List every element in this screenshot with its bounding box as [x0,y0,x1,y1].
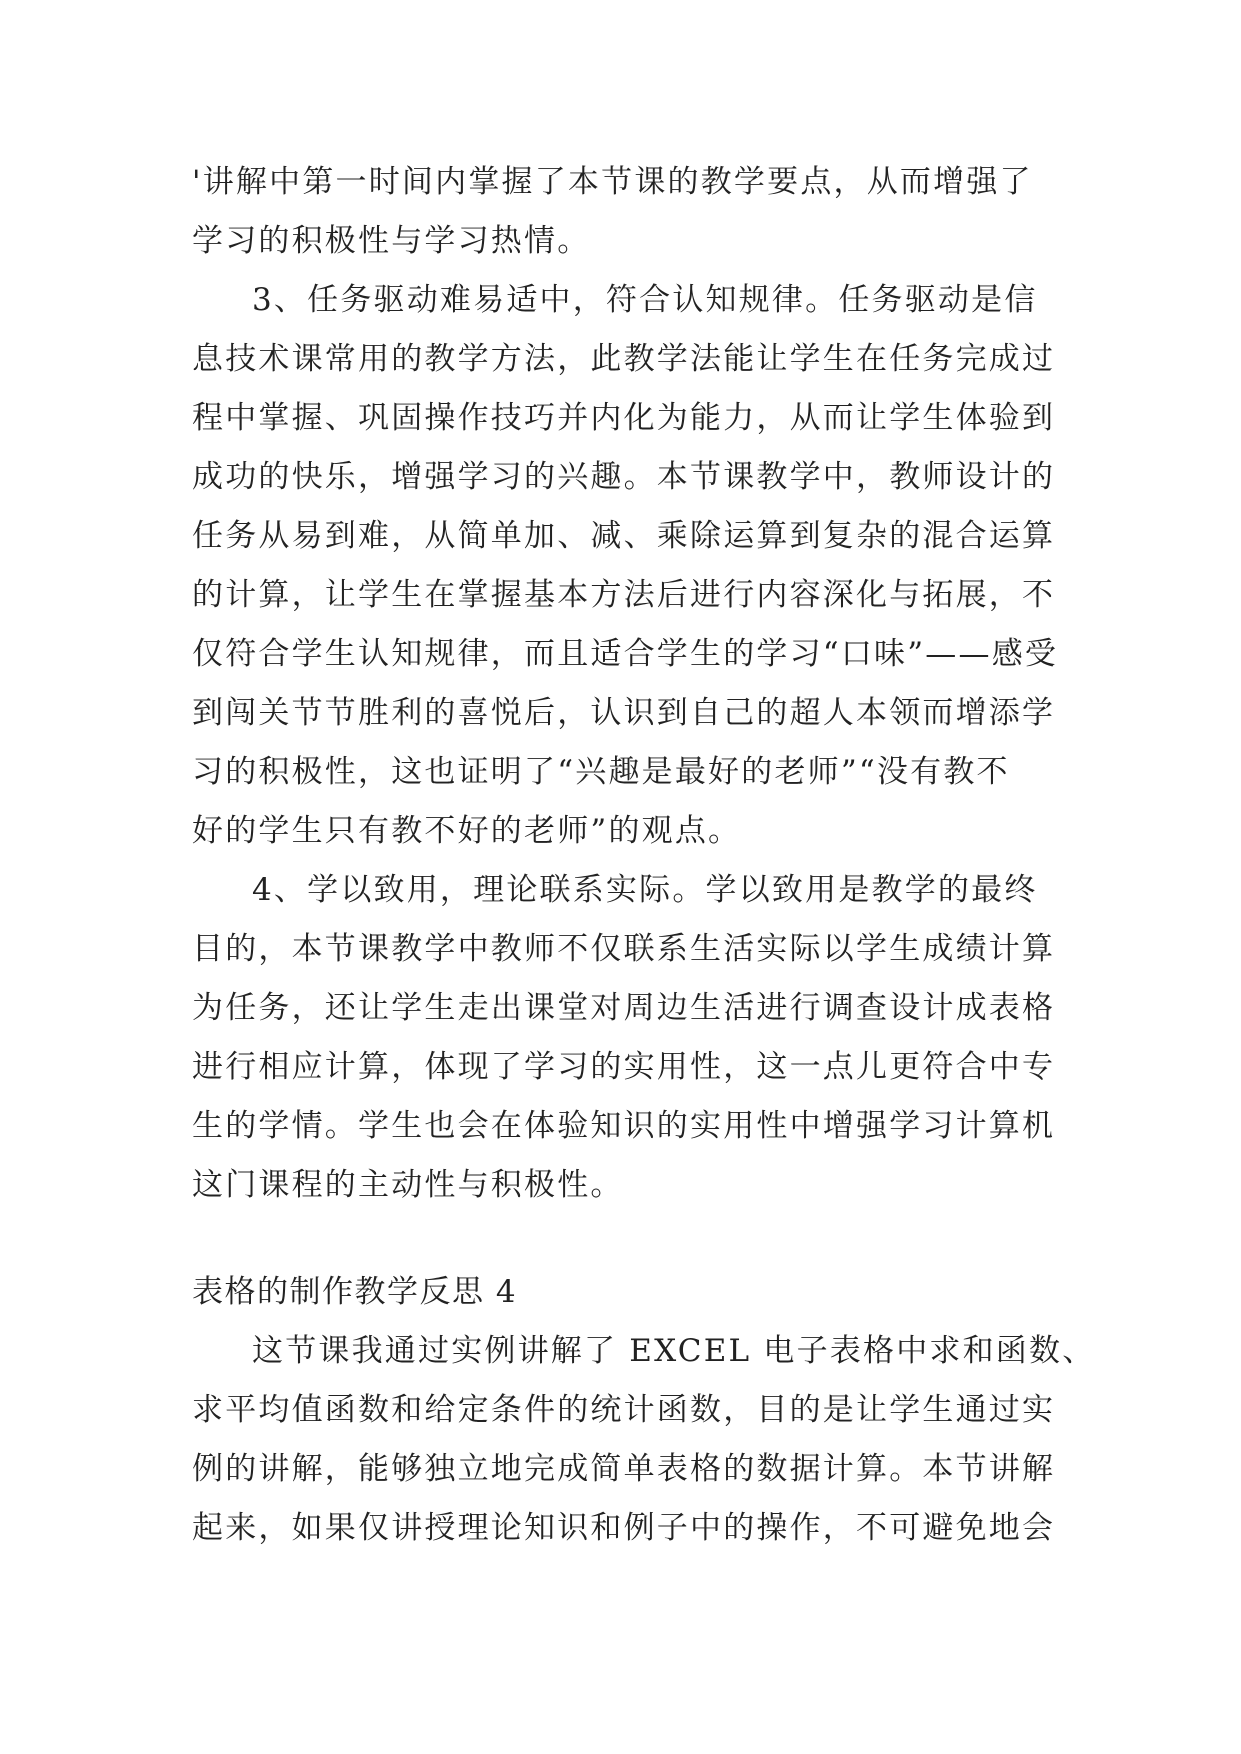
text-line: 仅符合学生认知规律，而且适合学生的学习“口味”——感受 [192,636,1059,672]
text-line: 进行相应计算，体现了学习的实用性，这一点儿更符合中专 [192,1049,1056,1085]
text-line: 这节课我通过实例讲解了 EXCEL 电子表格中求和函数、 [252,1333,1096,1369]
text-line: 任务从易到难，从简单加、减、乘除运算到复杂的混合运算 [192,518,1056,554]
text-line: 起来，如果仅讲授理论知识和例子中的操作，不可避免地会 [192,1510,1056,1546]
text-line: 为任务，还让学生走出课堂对周边生活进行调查设计成表格 [192,990,1056,1026]
text-line: 息技术课常用的教学方法，此教学法能让学生在任务完成过 [192,341,1056,377]
text-line: 程中掌握、巩固操作技巧并内化为能力，从而让学生体验到 [192,400,1056,436]
text-line: 成功的快乐，增强学习的兴趣。本节课教学中，教师设计的 [192,459,1056,495]
text-line: '讲解中第一时间内掌握了本节课的教学要点，从而增强了 [192,164,1033,200]
text-line: 目的，本节课教学中教师不仅联系生活实际以学生成绩计算 [192,931,1056,967]
section-heading: 表格的制作教学反思 4 [192,1274,518,1310]
text-line: 学习的积极性与学习热情。 [192,223,591,259]
text-line: 这门课程的主动性与积极性。 [192,1167,624,1203]
text-line: 求平均值函数和给定条件的统计函数，目的是让学生通过实 [192,1392,1056,1428]
text-line: 的计算，让学生在掌握基本方法后进行内容深化与拓展，不 [192,577,1056,613]
text-line: 到闯关节节胜利的喜悦后，认识到自己的超人本领而增添学 [192,695,1056,731]
text-line: 好的学生只有教不好的老师”的观点。 [192,813,742,849]
text-line: 生的学情。学生也会在体验知识的实用性中增强学习计算机 [192,1108,1056,1144]
text-line: 习的积极性，这也证明了“兴趣是最好的老师”“没有教不 [192,754,1010,790]
text-line: 3、任务驱动难易适中，符合认知规律。任务驱动是信 [252,282,1038,318]
text-line: 例的讲解，能够独立地完成简单表格的数据计算。本节讲解 [192,1451,1056,1487]
text-line: 4、学以致用，理论联系实际。学以致用是教学的最终 [252,872,1038,908]
